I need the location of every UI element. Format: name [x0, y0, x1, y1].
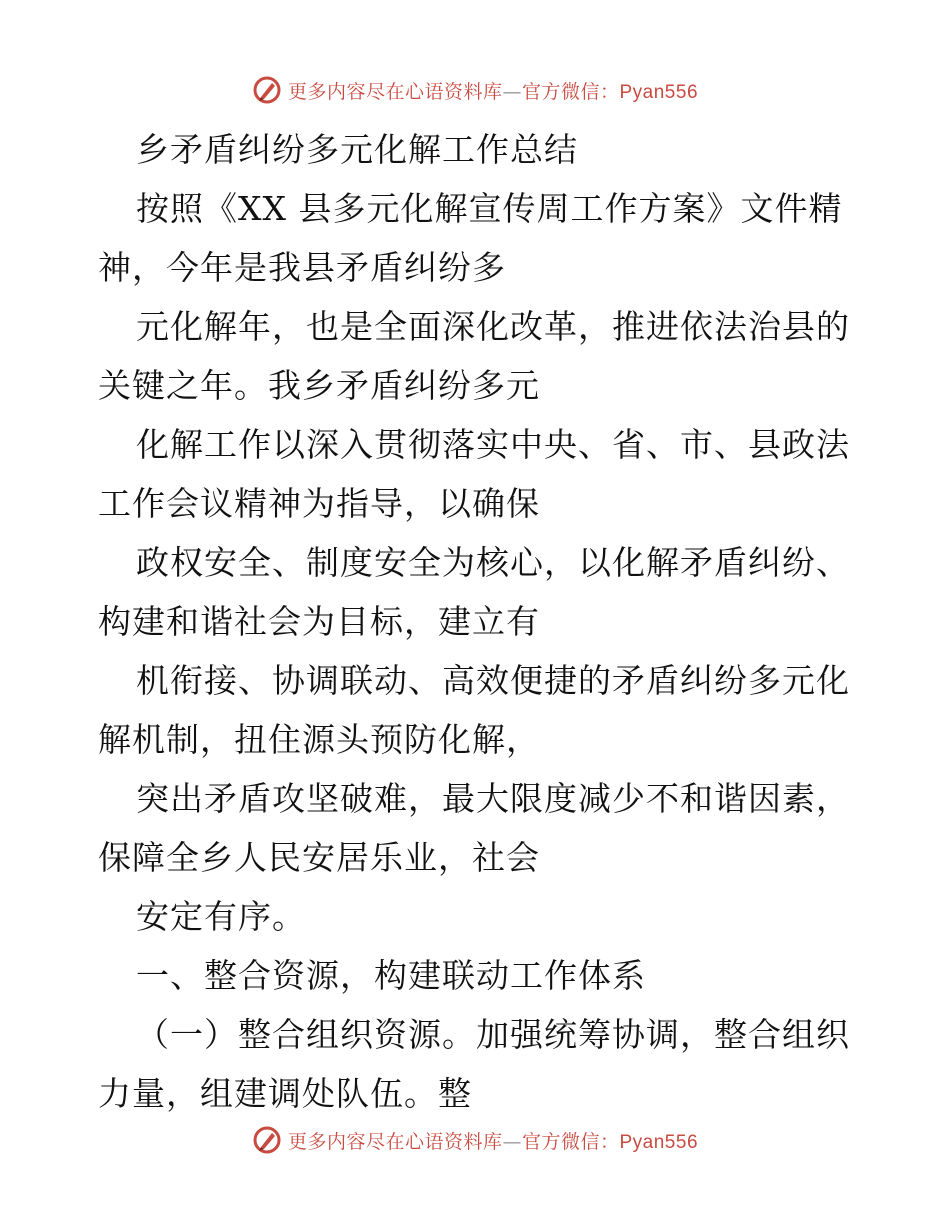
section-heading: 一、整合资源，构建联动工作体系 — [136, 956, 646, 995]
paragraph-line: 按照《XX 县多元化解宣传周工作方案》文件精 — [136, 189, 843, 228]
paragraph-line: 安定有序。 — [136, 897, 306, 936]
paragraph-line: 关键之年。我乡矛盾纠纷多元 — [98, 366, 540, 405]
paragraph-line: 力量，组建调处队伍。整 — [98, 1074, 472, 1113]
watermark-header — [0, 70, 950, 110]
paragraph-line: 构建和谐社会为目标，建立有 — [98, 602, 540, 641]
paragraph-line: 解机制，扭住源头预防化解， — [98, 720, 540, 759]
paragraph-line: 政权安全、制度安全为核心，以化解矛盾纠纷、 — [136, 543, 850, 582]
paragraph-line: 保障全乡人民安居乐业，社会 — [98, 838, 540, 877]
document-title: 乡矛盾纠纷多元化解工作总结 — [136, 130, 578, 169]
watermark-text: 更多内容尽在心语资料库—官方微信：Pyan556 — [287, 1130, 699, 1153]
watermark-text: 更多内容尽在心语资料库—官方微信：Pyan556 — [287, 80, 699, 103]
paragraph-line: 神，今年是我县矛盾纠纷多 — [98, 248, 506, 287]
paragraph-line: 机衔接、协调联动、高效便捷的矛盾纠纷多元化 — [136, 661, 850, 700]
watermark-footer — [0, 1120, 950, 1160]
paragraph-line: 突出矛盾攻坚破难，最大限度减少不和谐因素， — [136, 779, 850, 818]
subsection-line: （一）整合组织资源。加强统筹协调，整合组织 — [136, 1015, 850, 1054]
paragraph-line: 元化解年，也是全面深化改革，推进依法治县的 — [136, 307, 850, 346]
paragraph-line: 工作会议精神为指导，以确保 — [98, 484, 540, 523]
pen-logo-icon — [252, 1125, 282, 1155]
pen-logo-icon — [252, 75, 282, 105]
paragraph-line: 化解工作以深入贯彻落实中央、省、市、县政法 — [136, 425, 850, 464]
document-body — [98, 120, 858, 1123]
